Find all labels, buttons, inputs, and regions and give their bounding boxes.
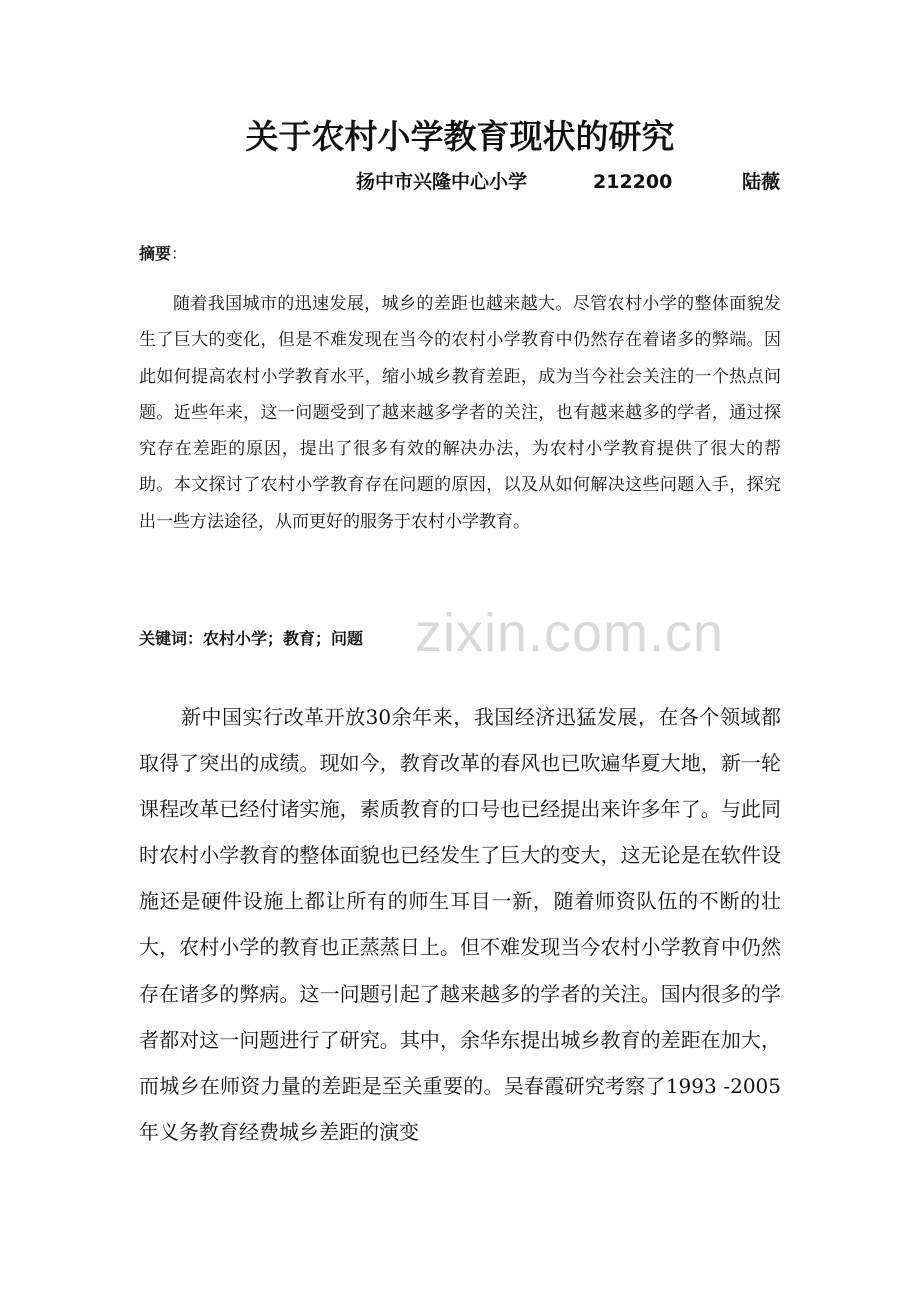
body-paragraph: 新中国实行改革开放30余年来，我国经济迅猛发展，在各个领域都取得了突出的成绩。现如今，教育改革的春风也已吹遍华夏大地，新一轮课程改革已经付诸实施，素质教育的口号也已经提出来许多年了。与此同时农村小学教育的整体面貌也已经发生了巨大的变大，这无论是在软件设施还是硬件设施上都让所有的师生耳目一新，随着师资队伍的不断的壮大，农村小学的教育也正蒸蒸日上。但不难发现当今农村小学教育中仍然存在诸多的弊病。这一问题引起了越来越多的学者的关注。国内很多的学者都对这一问题进行了研究。其中，余华东提出城乡教育的差距在加大，而城乡在师资力量的差距是至关重要的。吴春霞研究考察了1993 -2005年义务教育经费城乡差距的演变: [139, 705, 781, 1144]
author-name: 陆薇: [742, 171, 781, 193]
keywords-line: 关键词：农村小学；教育；问题: [139, 629, 364, 648]
author-school: 扬中市兴隆中心小学: [356, 171, 528, 193]
abstract-heading: [139, 238, 187, 270]
watermark: zixin.com.cn: [415, 603, 725, 663]
abstract-label: 摘要: [139, 244, 172, 263]
abstract-text: 随着我国城市的迅速发展，城乡的差距也越来越大。尽管农村小学的整体面貌发生了巨大的变化，但是不难发现在当今的农村小学教育中仍然存在着诸多的弊端。因此如何提高农村小学教育水平，缩小城乡教育差距，成为当今社会关注的一个热点问题。近些年来，这一问题受到了越来越多学者的关注，也有越来越多的学者，通过探究存在差距的原因，提出了很多有效的解决办法，为农村小学教育提供了很大的帮助。本文探讨了农村小学教育存在问题的原因，以及从如何解决这些问题入手，探究出一些方法途径，从而更好的服务于农村小学教育。: [139, 294, 781, 532]
postal-code: 212200: [593, 171, 673, 193]
abstract-colon: ：: [171, 244, 188, 263]
document-title: 关于农村小学教育现状的研究: [245, 117, 675, 156]
